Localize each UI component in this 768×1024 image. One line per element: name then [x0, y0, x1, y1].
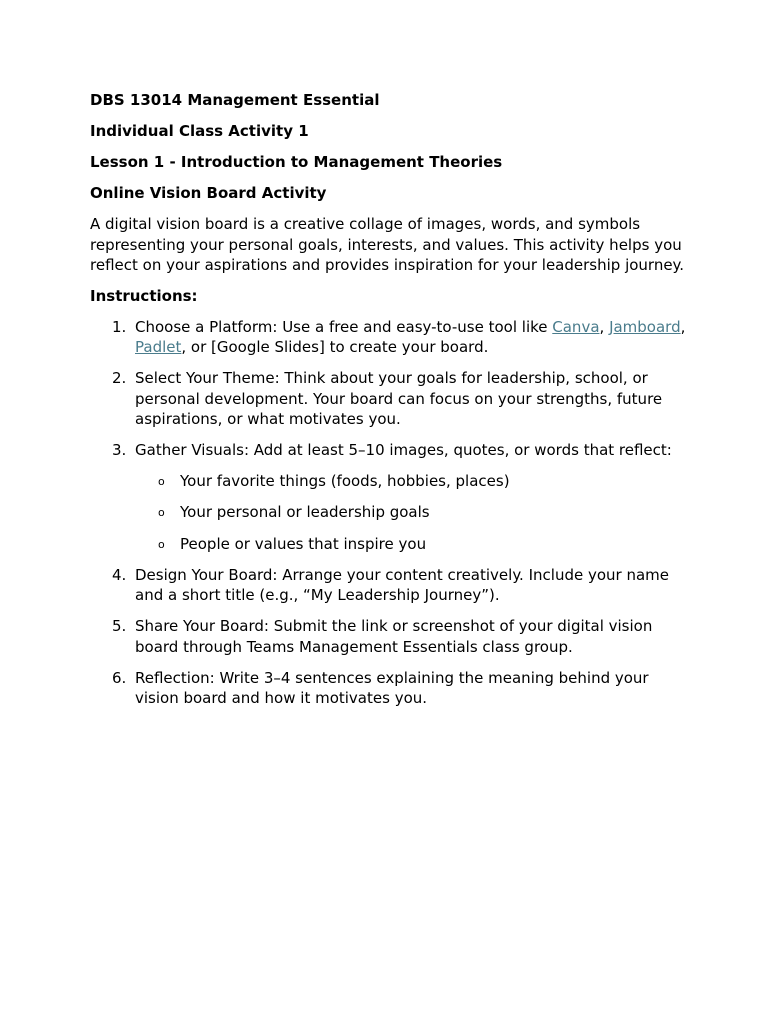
jamboard-link[interactable]: Jamboard	[609, 317, 681, 336]
step-text: Choose a Platform: Use a free and easy-to-use tool like	[135, 317, 553, 336]
intro-paragraph: A digital vision board is a creative collage of images, words, and symbols representing your personal goals, interests, and values. This activity helps you reflect on your aspirations and provides inspiration for your leadership journey.	[90, 215, 685, 274]
step-text: Select Your Theme: Think about your goals for leadership, school, or personal development. Your board can focus on your strengths, future aspirations, or what motivates you.	[135, 369, 663, 428]
lesson-title: Lesson 1 - Introduction to Management Theories	[90, 153, 503, 171]
canva-link[interactable]: Canva	[552, 317, 600, 336]
sub-item-text: People or values that inspire you	[180, 534, 427, 553]
sub-item	[135, 471, 690, 492]
step-number: 1.	[112, 317, 127, 336]
page-title: Online Vision Board Activity	[90, 184, 327, 202]
step-text: Design Your Board: Arrange your content creatively. Include your name and a short title (e.g., “My Leadership Journey”).	[135, 565, 670, 604]
document-page	[90, 90, 690, 719]
step-number: 4.	[112, 565, 127, 584]
step-number: 6.	[112, 668, 127, 687]
step-separator: ,	[680, 317, 686, 336]
bullet-icon: o	[158, 506, 165, 519]
step-text: Share Your Board: Submit the link or screenshot of your digital vision board through Teams Management Essentials class group.	[135, 617, 653, 656]
step-4	[90, 565, 690, 606]
step-number: 5.	[112, 617, 127, 635]
step-text: Reflection: Write 3–4 sentences explaining the meaning behind your vision board and how it motivates you.	[135, 668, 649, 707]
sub-list	[135, 471, 690, 555]
step-text: Gather Visuals: Add at least 5–10 images, quotes, or words that reflect:	[135, 441, 672, 459]
activity-title: Individual Class Activity 1	[90, 122, 309, 140]
sub-item-text: Your favorite things (foods, hobbies, places)	[180, 471, 510, 490]
course-title: DBS 13014 Management Essential	[90, 91, 380, 109]
step-3	[90, 440, 690, 554]
step-text: , or [Google Slides] to create your board.	[181, 338, 489, 356]
sub-item	[135, 534, 690, 555]
step-5	[90, 616, 690, 657]
step-6	[90, 668, 690, 709]
instructions-heading: Instructions:	[90, 286, 198, 305]
padlet-link[interactable]: Padlet	[135, 338, 182, 356]
step-separator: ,	[599, 317, 610, 336]
step-1	[90, 317, 690, 358]
step-2	[90, 368, 690, 430]
bullet-icon: o	[158, 474, 165, 488]
sub-item-text: Your personal or leadership goals	[180, 503, 430, 521]
instructions-list	[90, 317, 690, 709]
step-number: 2.	[112, 369, 127, 387]
step-number: 3.	[112, 441, 127, 459]
bullet-icon: o	[158, 537, 165, 551]
sub-item	[135, 502, 690, 523]
